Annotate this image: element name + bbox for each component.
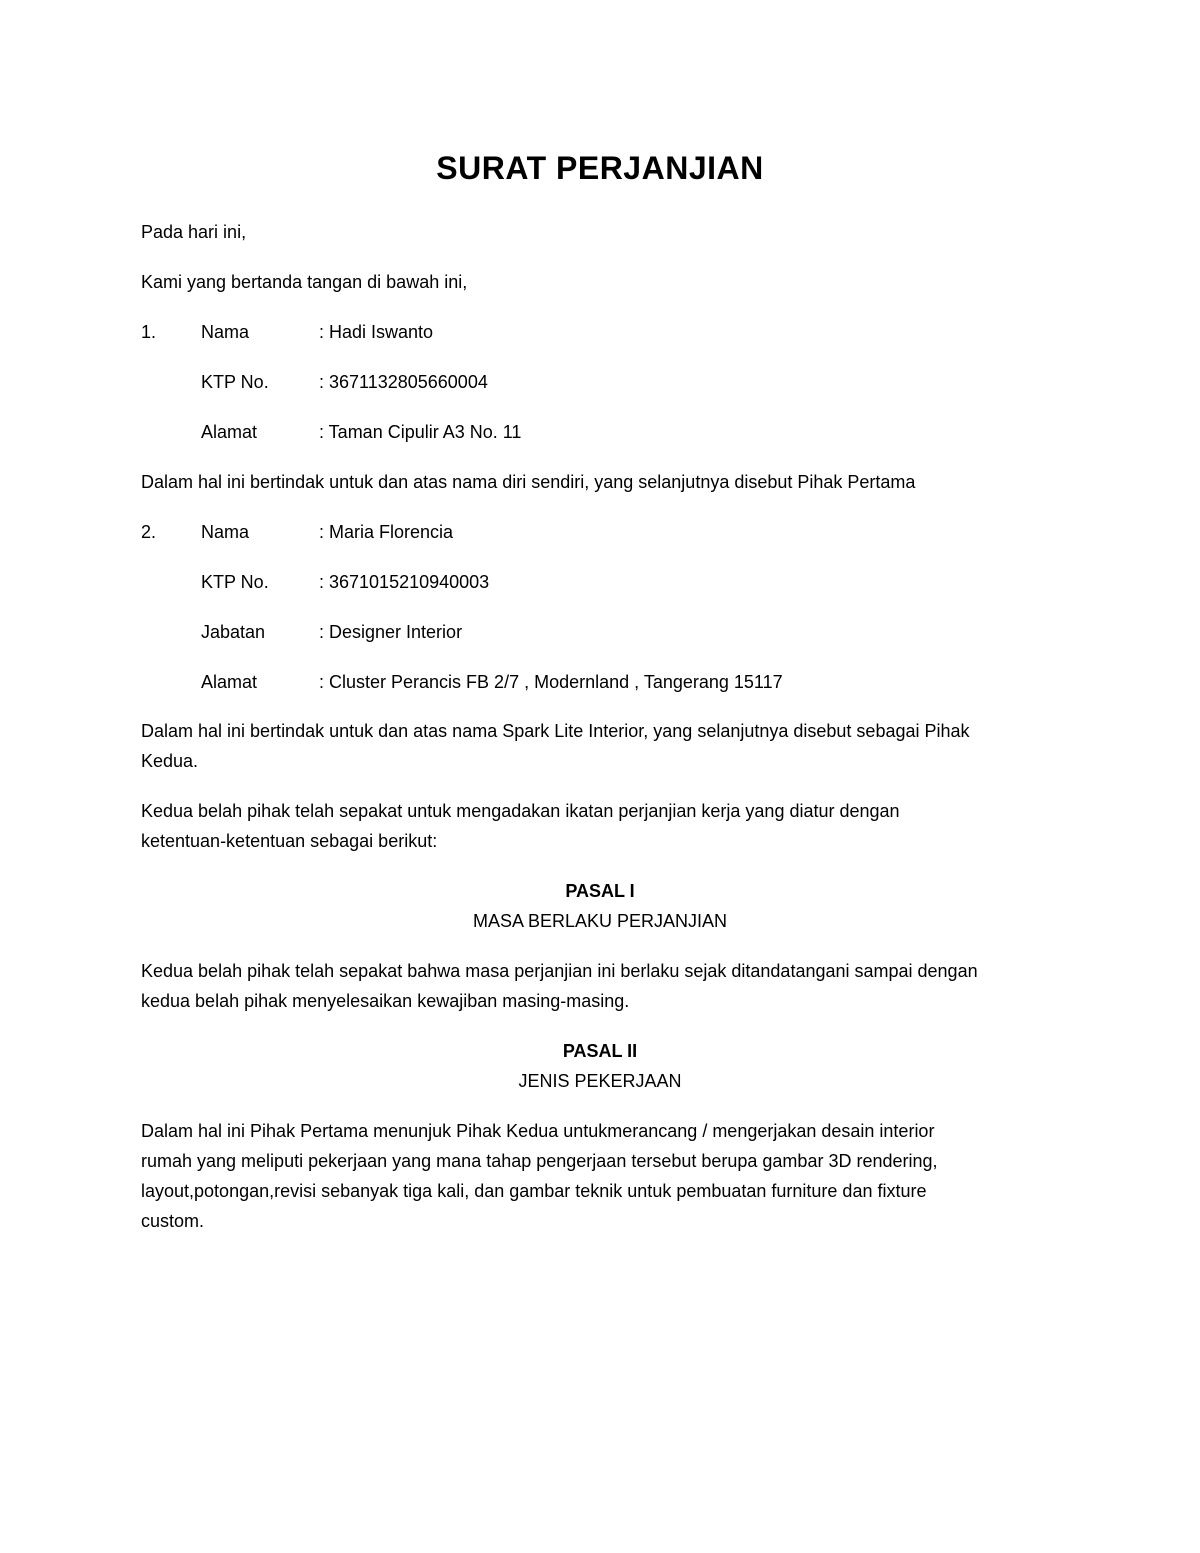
party1-address-value: : Taman Cipulir A3 No. 11	[319, 422, 522, 442]
party2-ktp-label: KTP No.	[201, 572, 269, 592]
agreement-intro-line2: ketentuan-ketentuan sebagai berikut:	[141, 831, 438, 851]
party2-position-label: Jabatan	[201, 622, 266, 642]
party2-name-value: : Maria Florencia	[319, 522, 454, 542]
pasal2-line1: Dalam hal ini Pihak Pertama menunjuk Pihak Kedua untukmerancang / mengerjakan desain interior	[141, 1121, 935, 1141]
pasal1-subheading: MASA BERLAKU PERJANJIAN	[472, 911, 728, 931]
agreement-intro-line1: Kedua belah pihak telah sepakat untuk mengadakan ikatan perjanjian kerja yang diatur dengan	[141, 801, 900, 821]
party1-address-label: Alamat	[201, 422, 258, 442]
party2-address-value: : Cluster Perancis FB 2/7 , Modernland , Tangerang 15117	[319, 672, 783, 692]
opening-line: Pada hari ini,	[141, 222, 247, 242]
pasal1-line1: Kedua belah pihak telah sepakat bahwa masa perjanjian ini berlaku sejak ditandatangani sampai dengan	[141, 961, 978, 981]
party2-address-label: Alamat	[201, 672, 258, 692]
party1-statement: Dalam hal ini bertindak untuk dan atas nama diri sendiri, yang selanjutnya disebut Pihak Pertama	[141, 472, 916, 492]
party2-statement-line1: Dalam hal ini bertindak untuk dan atas nama Spark Lite Interior, yang selanjutnya disebut sebagai Pihak	[141, 721, 970, 741]
pasal2-line2: rumah yang meliputi pekerjaan yang mana tahap pengerjaan tersebut berupa gambar 3D rendering,	[141, 1151, 938, 1171]
party1-name-label: Nama	[201, 322, 250, 342]
party1-number: 1.	[141, 322, 157, 342]
party1-name-value: : Hadi Iswanto	[319, 322, 434, 342]
pasal1-line2: kedua belah pihak menyelesaikan kewajiban masing-masing.	[141, 991, 630, 1011]
party1-ktp-value: : 3671132805660004	[319, 372, 488, 392]
party2-ktp-value: : 3671015210940003	[319, 572, 490, 592]
pasal2-line3: layout,potongan,revisi sebanyak tiga kali, dan gambar teknik untuk pembuatan furniture dan fixture	[141, 1181, 927, 1201]
pasal1-heading: PASAL I	[565, 881, 635, 901]
pasal2-subheading: JENIS PEKERJAAN	[518, 1071, 682, 1091]
party2-statement-line2: Kedua.	[141, 751, 199, 771]
pasal2-line4: custom.	[141, 1211, 205, 1231]
party2-number: 2.	[141, 522, 157, 542]
party2-position-value: : Designer Interior	[319, 622, 463, 642]
document-title: SURAT PERJANJIAN	[436, 150, 764, 186]
party1-ktp-label: KTP No.	[201, 372, 269, 392]
signatories-intro: Kami yang bertanda tangan di bawah ini,	[141, 272, 468, 292]
party2-name-label: Nama	[201, 522, 250, 542]
pasal2-heading: PASAL II	[562, 1041, 638, 1061]
